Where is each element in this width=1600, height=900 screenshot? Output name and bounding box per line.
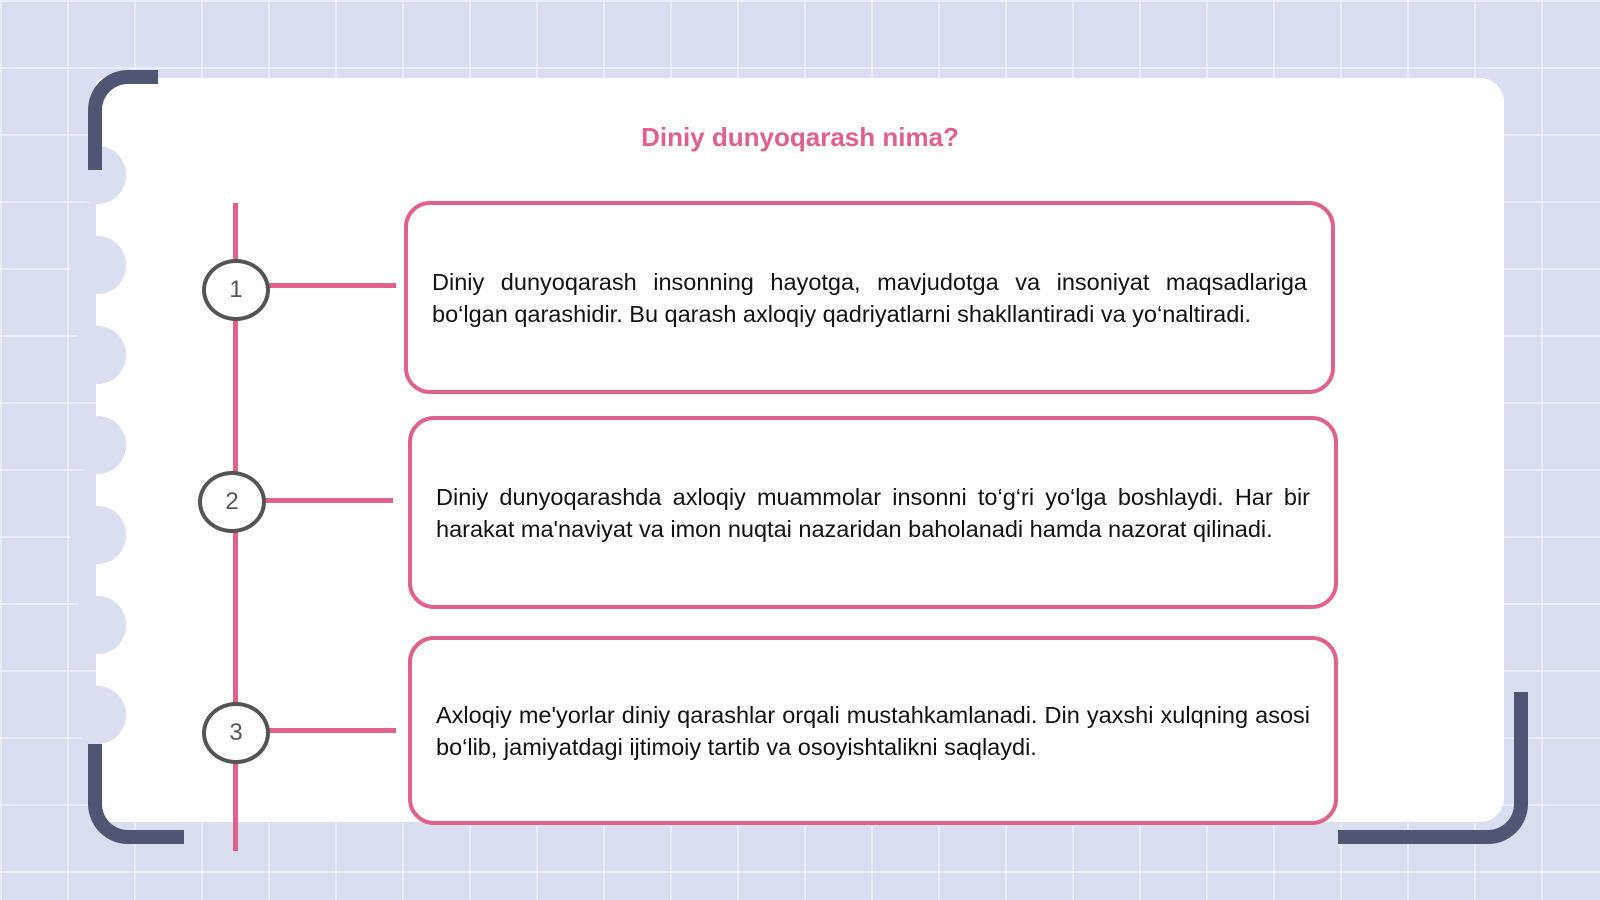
step-card-3 <box>408 636 1338 825</box>
step-connector <box>268 728 396 733</box>
notebook-hole <box>70 686 126 744</box>
corner-bracket-bottom-left <box>88 744 184 844</box>
step-number-1: 1 <box>202 259 270 321</box>
step-number-3: 3 <box>202 702 270 764</box>
step-text-1: Diniy dunyoqarash insonning hayotga, mavjudotga va insoniyat maqsadlariga bo‘lgan qarashidir. Bu qarash axloqiy qadriyatlarni shakllantiradi va yo‘naltiradi. <box>432 268 1307 327</box>
step-text-3: Axloqiy me'yorlar diniy qarashlar orqali mustahkamlanadi. Din yaxshi xulqning asosi bo‘lib, jamiyatdagi ijtimoiy tartib va osoyishtalikni saqlaydi. <box>436 701 1310 760</box>
notebook-hole <box>70 506 126 564</box>
step-connector <box>265 498 393 503</box>
step-text-2: Diniy dunyoqarashda axloqiy muammolar insonni to‘g‘ri yo‘lga boshlaydi. Har bir harakat ma'naviyat va imon nuqtai nazaridan baholanadi hamda nazorat qilinadi. <box>436 483 1310 542</box>
notebook-hole <box>70 596 126 654</box>
notebook-hole <box>70 326 126 384</box>
slide-title: Diniy dunyoqarash nima? <box>641 122 959 152</box>
notebook-hole <box>70 236 126 294</box>
step-card-2 <box>408 416 1338 609</box>
corner-bracket-top-left <box>88 70 158 170</box>
step-card-1 <box>404 201 1335 394</box>
notebook-hole <box>70 416 126 474</box>
step-number-2: 2 <box>198 471 266 533</box>
corner-bracket-bottom-right <box>1338 692 1528 844</box>
step-connector <box>268 283 396 288</box>
